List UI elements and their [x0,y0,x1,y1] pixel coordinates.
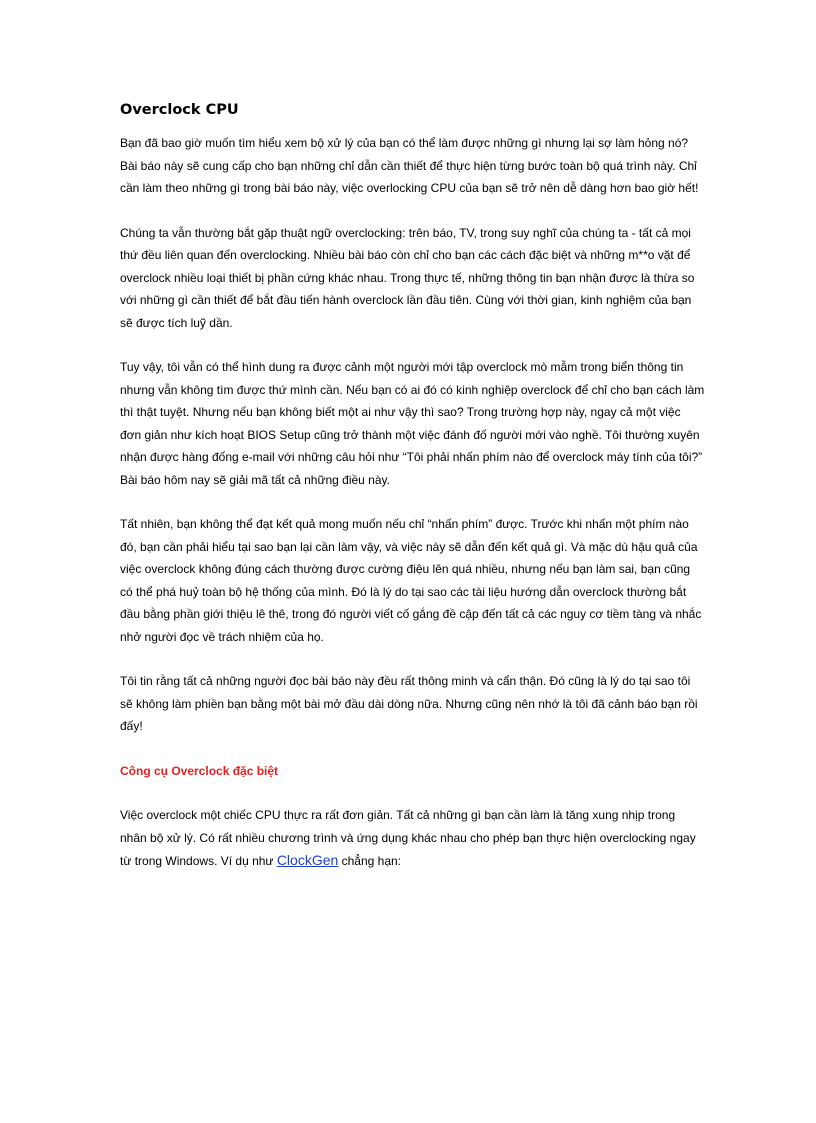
paragraph-beginner: Tuy vậy, tôi vẫn có thể hình dung ra được cảnh một người mới tập overclock mò mẫm trong biển thông tin nhưng vẫn không tìm được thứ mình cần. Nếu bạn có ai đó có kinh nghiệp overclock để chỉ cho bạn cách làm thì thật tuyệt. Nhưng nếu bạn không biết một ai như vậy thì sao? Trong trường hợp này, ngay cả một việc đơn giản như kích hoạt BIOS Setup cũng trở thành một việc đánh đố người mới vào nghề. Tôi thường xuyên nhận được hàng đống e-mail với những câu hỏi như “Tôi phải nhấn phím nào để overclock máy tính của tôi?” Bài báo hôm nay sẽ giải mã tất cả những điều này. [120,360,705,487]
paragraph-tools [120,804,705,873]
paragraph-tools-suffix: chẳng hạn: [338,854,401,868]
paragraph-terminology: Chúng ta vẫn thường bắt gặp thuật ngữ overclocking: trên báo, TV, trong suy nghĩ của chúng ta - tất cả mọi thứ đều liên quan đến overclocking. Nhiều bài báo còn chỉ cho bạn các cách đặc biệt và những m**o vặt để overclock nhiều loại thiết bị phần cứng khác nhau. Trong thực tế, những thông tin bạn nhận được là thừa so với những gì cần thiết để bắt đầu tiến hành overclock lần đầu tiên. Cùng với thời gian, kinh nghiệm của bạn sẽ được tích luỹ dần. [120,225,695,330]
paragraph-intro: Bạn đã bao giờ muốn tìm hiểu xem bộ xử lý của bạn có thể làm được những gì nhưng lại sợ làm hỏng nó? Bài báo này sẽ cung cấp cho bạn những chỉ dẫn cần thiết để thực hiện từng bước toàn bộ quá trình này. Chỉ cần làm theo những gì trong bài báo này, việc overlocking CPU của bạn sẽ trở nên dễ dàng hơn bao giờ hết! [120,136,699,195]
page-title: Overclock CPU [120,102,239,118]
clockgen-link[interactable]: ClockGen [276,852,339,868]
section-heading: Công cụ Overclock đặc biệt [120,763,279,778]
document-page [120,100,705,895]
paragraph-disclaimer: Tôi tin rằng tất cả những người đọc bài báo này đều rất thông minh và cẩn thận. Đó cũng là lý do tại sao tôi sẽ không làm phiền bạn bằng một bài mở đầu dài dòng nữa. Nhưng cũng nên nhớ là tôi đã cảnh báo bạn rồi đấy! [120,674,698,733]
paragraph-tools-text: Việc overclock một chiếc CPU thực ra rất đơn giản. Tất cả những gì bạn cần làm là tăng xung nhịp trong nhân bộ xử lý. Có rất nhiều chương trình và ứng dụng khác nhau cho phép bạn thực hiện overclocking ngay từ trong Windows. Ví dụ như [120,808,696,868]
paragraph-warning: Tất nhiên, bạn không thể đạt kết quả mong muốn nếu chỉ “nhấn phím” được. Trước khi nhấn một phím nào đó, bạn cần phải hiểu tại sao bạn lại cần làm vậy, và việc này sẽ dẫn đến kết quả gì. Và mặc dù hậu quả của việc overclock không đúng cách thường được cường điệu lên quá nhiều, nhưng nếu bạn làm sai, bạn cũng có thể phá huỷ toàn bộ hệ thống của mình. Đó là lý do tại sao các tài liệu hướng dẫn overclock thường bắt đầu bằng phần giới thiệu lê thê, trong đó người viết cố gắng đề cập đến tất cả các nguy cơ tiềm tàng và nhắc nhở người đọc về trách nhiệm của họ. [120,517,702,644]
